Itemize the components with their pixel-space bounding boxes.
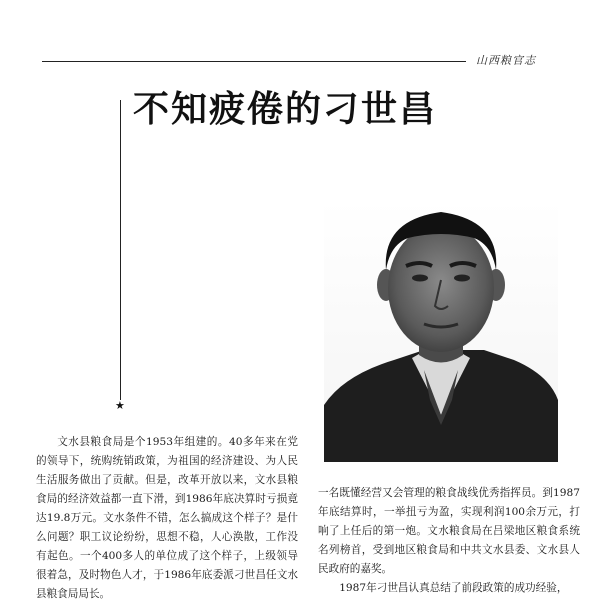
portrait-photo (324, 200, 558, 462)
article-title: 不知疲倦的刁世昌 (133, 88, 438, 130)
star-icon: ★ (115, 399, 125, 412)
running-header: 山西粮官志 (476, 54, 536, 67)
paragraph: 文水县粮食局是个1953年组建的。40多年来在党的领导下，统购统销政策，为祖国的经济建设、为人民生活服务做出了贡献。但是，改革开放以来，文水县粮食局的经济效益都一直下滑，到1986年底决算时亏损竟达19.8万元。文水条件不错，怎么搞成这个样子？是什么问题？职工议论纷纷，思想不稳，人心涣散，工作没有起色。一个400多人的单位成了这个样子，上级领导很着急，及时物色人才，于1986年底委派刁世昌任文水县粮食局局长。 (36, 436, 298, 600)
header-rule (42, 61, 466, 62)
title-vertical-rule (120, 100, 121, 400)
paragraph: 1987年刁世昌认真总结了前段政策的成功经验， (339, 582, 568, 594)
left-column (36, 433, 298, 604)
paragraph: 一名既懂经营又会管理的粮食战线优秀指挥员。到1987年底结算时，一举扭亏为盈，实现利润100余万元，打响了上任后的第一炮。文水粮食局在吕梁地区粮食系统名列榜首，受到地区粮食局和中共文水县委、文水县人民政府的嘉奖。 (318, 487, 580, 575)
portrait-icon (324, 200, 558, 462)
